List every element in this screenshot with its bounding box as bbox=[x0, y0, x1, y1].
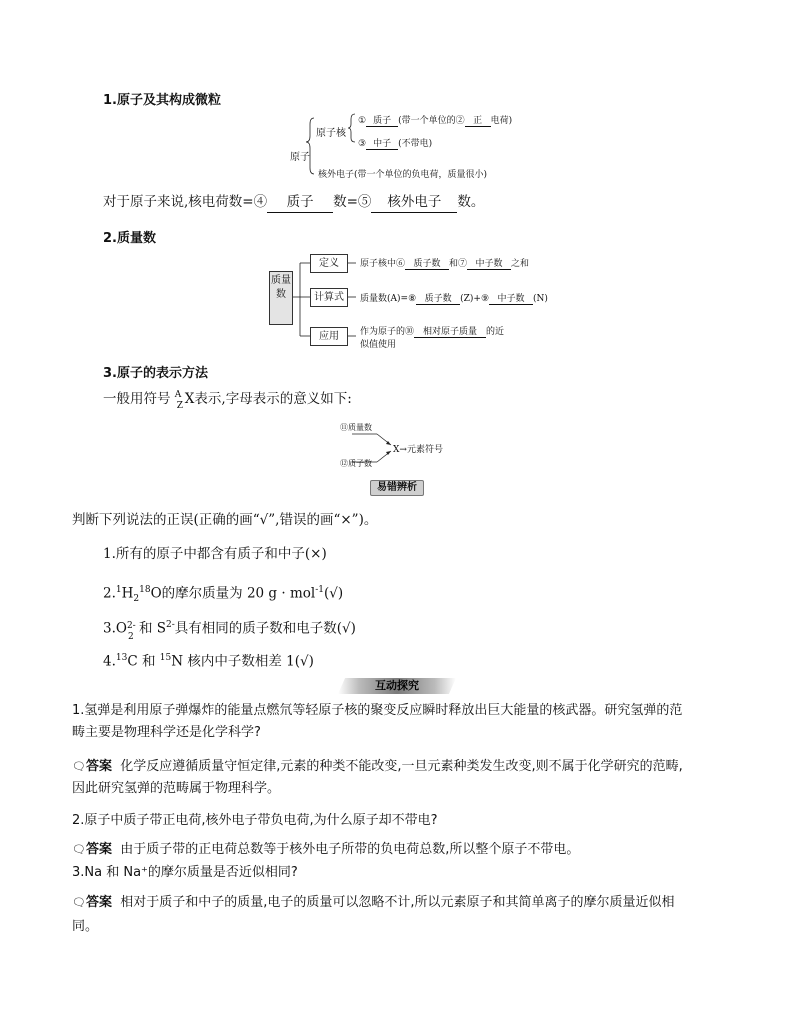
answer-label: 答案 bbox=[85, 842, 112, 857]
n12-num: ⑫ bbox=[340, 459, 348, 468]
num-3: ③ bbox=[358, 139, 367, 149]
application-text bbox=[360, 324, 504, 338]
answer-label: 答案 bbox=[85, 895, 112, 910]
answer-text: 由于质子带的正电荷总数等于核外电子所带的负电荷总数,所以整个原子不带电。 bbox=[120, 842, 580, 857]
q-num: 4. bbox=[103, 653, 116, 670]
proton-desc: (带一个单位的② bbox=[398, 116, 465, 126]
qa1-question-line2: 畴主要是物理科学还是化学科学? bbox=[72, 725, 261, 740]
neutron-desc: (不带电) bbox=[398, 139, 433, 149]
formula-text bbox=[360, 291, 548, 305]
formula-box: 计算式 bbox=[310, 288, 348, 307]
mass-number-side-label: 质量数 bbox=[269, 271, 293, 325]
error-prone-badge: 易错辨析 bbox=[370, 480, 424, 496]
q3-mid: 和 S bbox=[138, 620, 166, 637]
element-symbol-label: →元素符号 bbox=[399, 445, 443, 455]
blank-1: 质子 bbox=[366, 113, 398, 127]
judge-q2 bbox=[103, 580, 343, 609]
blank-5: 核外电子 bbox=[371, 192, 457, 213]
row-text: (Z)+⑨ bbox=[460, 294, 490, 304]
qa2-answer bbox=[72, 839, 579, 861]
banner-title: 互动探究 bbox=[375, 679, 419, 692]
answer-label: 答案 bbox=[85, 759, 112, 774]
blank-9: 中子数 bbox=[489, 291, 533, 305]
answer-text: 化学反应遵循质量守恒定律,元素的种类不能改变,一旦元素种类发生改变,则不属于化学研究的范畴, bbox=[120, 759, 683, 774]
row-text: 之和 bbox=[511, 259, 530, 269]
row-text: 作为原子的⑩ bbox=[360, 327, 415, 337]
judge-q1: 1.所有的原子中都含有质子和中子(×) bbox=[103, 546, 327, 562]
element-symbol-line bbox=[393, 442, 443, 455]
notation-sentence bbox=[103, 389, 352, 409]
qa3-question: 3.Na 和 Na⁺的摩尔质量是否近似相同? bbox=[72, 865, 298, 880]
q2-text: 的摩尔质量为 20 g · mol bbox=[161, 585, 316, 602]
sup-15: 15 bbox=[159, 653, 172, 663]
sup-1: 1 bbox=[115, 585, 122, 595]
sup-2minus: 2- bbox=[126, 620, 136, 631]
nuclear-charge-sentence bbox=[103, 192, 484, 213]
sym-o: O bbox=[150, 585, 162, 602]
notation-diagram bbox=[340, 418, 470, 474]
row-text: (N) bbox=[533, 294, 548, 304]
q-num: 2. bbox=[103, 585, 116, 602]
sub-2: 2 bbox=[133, 594, 140, 605]
answer-mark-icon: 🗨︎ bbox=[72, 896, 86, 909]
section1-heading: 1.原子及其构成微粒 bbox=[103, 93, 221, 108]
atom-label: 原子 bbox=[290, 152, 310, 163]
sub-2: 2 bbox=[127, 631, 134, 642]
definition-text bbox=[360, 256, 529, 270]
sentence-part: 数=⑤ bbox=[333, 194, 372, 210]
row-text: 质量数(A)=⑧ bbox=[360, 294, 417, 304]
row-text: 的近 bbox=[486, 327, 505, 337]
application-box: 应用 bbox=[310, 327, 348, 346]
sentence-part: 数。 bbox=[457, 194, 485, 210]
nucleus-label: 原子核 bbox=[316, 128, 346, 139]
nuclide-prefix bbox=[175, 391, 185, 409]
sym-h: H bbox=[121, 585, 134, 602]
atom-structure-diagram bbox=[288, 110, 518, 180]
mass-label: 质量数 bbox=[348, 423, 372, 432]
num-1: ① bbox=[358, 116, 367, 126]
answer-mark-icon: 🗨︎ bbox=[72, 760, 86, 773]
q2-mark: (√) bbox=[323, 585, 344, 602]
x-label: X bbox=[393, 445, 400, 455]
mass-number-diagram bbox=[268, 250, 558, 350]
qa1-answer-line2: 因此研究氢弹的范畴属于物理科学。 bbox=[72, 781, 281, 796]
application-text-2: 似值使用 bbox=[360, 340, 397, 350]
sentence-part: 表示,字母表示的意义如下: bbox=[194, 391, 352, 407]
qa1-question-line1: 1.氢弹是利用原子弹爆炸的能量点燃氘等轻原子核的聚变反应瞬时释放出巨大能量的核武器。研究氢弹的范 bbox=[72, 703, 683, 718]
section3-heading: 3.原子的表示方法 bbox=[103, 366, 208, 381]
blank-3: 中子 bbox=[366, 136, 398, 150]
qa3-answer-line1 bbox=[72, 892, 675, 914]
blank-8: 质子数 bbox=[416, 291, 460, 305]
blank-2: 正 bbox=[465, 113, 491, 127]
interactive-explore-banner bbox=[338, 678, 456, 694]
judge-q3 bbox=[103, 615, 356, 642]
row-text: 和⑦ bbox=[449, 259, 468, 269]
o2-charge bbox=[126, 620, 139, 642]
proton-label: 质子数 bbox=[348, 459, 372, 468]
answer-mark-icon: 🗨︎ bbox=[72, 843, 86, 856]
blank-10: 相对原子质量 bbox=[414, 324, 486, 338]
n11 bbox=[340, 422, 372, 433]
q4-text: N 核内中子数相差 1(√) bbox=[171, 653, 314, 670]
n11-num: ⑪ bbox=[340, 423, 348, 432]
answer-text: 相对于质子和中子的质量,电子的质量可以忽略不计,所以元素原子和其简单离子的摩尔质量近似相 bbox=[120, 895, 675, 910]
definition-box: 定义 bbox=[310, 254, 348, 273]
sup-2minus-s: 2- bbox=[166, 620, 175, 630]
sup-13: 13 bbox=[115, 653, 128, 663]
blank-7: 中子数 bbox=[467, 256, 511, 270]
q4-c: C 和 bbox=[127, 653, 160, 670]
row-text: 原子核中⑥ bbox=[360, 259, 406, 269]
qa1-answer-line1 bbox=[72, 756, 683, 778]
n12 bbox=[340, 458, 372, 469]
electron-line: 核外电子(带一个单位的负电荷，质量很小) bbox=[318, 170, 488, 180]
sup-18: 18 bbox=[139, 585, 151, 595]
sentence-part: 对于原子来说,核电荷数=④ bbox=[103, 194, 268, 210]
proton-desc-b: 电荷) bbox=[490, 116, 513, 126]
q3-text: 具有相同的质子数和电子数(√) bbox=[174, 620, 356, 637]
sym-x: X bbox=[184, 391, 195, 407]
sentence-part: 一般用符号 bbox=[103, 391, 171, 407]
blank-4: 质子 bbox=[267, 192, 333, 213]
section2-heading: 2.质量数 bbox=[103, 231, 156, 246]
judge-intro: 判断下列说法的正误(正确的画“√”,错误的画“×”)。 bbox=[72, 512, 378, 528]
judge-q4 bbox=[103, 648, 314, 672]
sym-a: A bbox=[174, 390, 182, 400]
sym-z: Z bbox=[176, 401, 184, 411]
blank-6: 质子数 bbox=[405, 256, 449, 270]
q-num: 3.O bbox=[103, 620, 127, 637]
qa3-answer-line2: 同。 bbox=[72, 919, 99, 934]
neutron-line bbox=[358, 136, 432, 150]
qa2-question: 2.原子中质子带正电荷,核外电子带负电荷,为什么原子却不带电? bbox=[72, 813, 438, 828]
exp: -1 bbox=[315, 585, 324, 595]
proton-line bbox=[358, 113, 512, 127]
